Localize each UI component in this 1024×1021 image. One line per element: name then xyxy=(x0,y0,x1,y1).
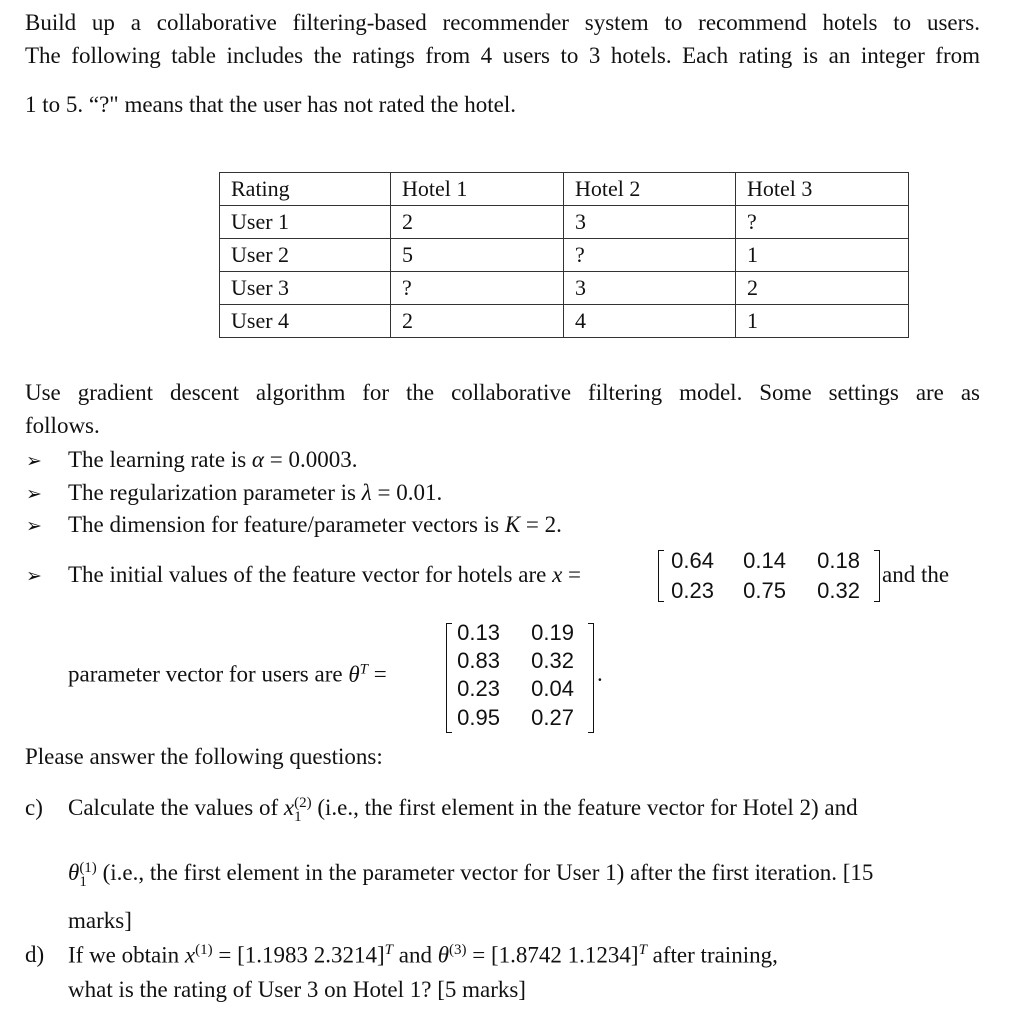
matrix-right-bracket xyxy=(874,550,880,602)
theta-symbol: θ xyxy=(437,942,450,968)
arrow-bullet-icon: ➢ xyxy=(26,565,42,587)
matrix-x-cell: 0.14 xyxy=(743,548,786,573)
table-row xyxy=(220,272,909,305)
table-cell: 2 xyxy=(391,305,564,338)
table-cell: 4 xyxy=(564,305,736,338)
questions-header: Please answer the following questions: xyxy=(25,744,383,769)
bullet-value: = 0.01. xyxy=(371,480,443,505)
question-text: If we obtain xyxy=(68,942,180,968)
bullet-text: The regularization parameter is xyxy=(68,480,356,505)
matrix-right-bracket xyxy=(588,623,594,733)
question-text: and xyxy=(393,942,432,968)
superscript: (1) xyxy=(79,859,97,876)
theta-line xyxy=(68,661,387,688)
subscript: 1 xyxy=(294,808,302,825)
bullet-regularization xyxy=(68,480,442,506)
table-header-row xyxy=(220,173,909,206)
table-cell: ? xyxy=(564,239,736,272)
arrow-bullet-icon: ➢ xyxy=(26,515,42,537)
bullet-text: The initial values of the feature vector for hotels are xyxy=(68,562,547,587)
question-text: (i.e., the first element in the feature vector for Hotel 2) and xyxy=(311,795,858,820)
x-letter: x xyxy=(283,795,295,820)
matrix-theta-cell: 0.27 xyxy=(531,705,574,730)
intro-line-2: The following table includes the ratings from 4 users to 3 hotels. Each rating is an integer from xyxy=(25,43,980,68)
matrix-theta-cell: 0.19 xyxy=(531,620,574,645)
transpose-superscript: T xyxy=(384,942,393,958)
bullet-learning-rate xyxy=(68,447,357,473)
table-cell: ? xyxy=(736,206,909,239)
table-header-cell: Rating xyxy=(220,173,391,206)
superscript: (2) xyxy=(294,794,312,811)
table-header-cell: Hotel 2 xyxy=(564,173,736,206)
x-symbol: x xyxy=(552,562,563,587)
table-row xyxy=(220,305,909,338)
alpha-symbol: α xyxy=(251,447,264,472)
arrow-bullet-icon: ➢ xyxy=(26,450,42,472)
matrix-theta-cell: 0.04 xyxy=(531,676,574,701)
intro-line-3: 1 to 5. “?" means that the user has not rated the hotel. xyxy=(25,92,516,117)
transpose-superscript: T xyxy=(359,661,368,677)
transpose-superscript: T xyxy=(638,942,647,958)
table-cell: 5 xyxy=(391,239,564,272)
lambda-symbol: λ xyxy=(361,480,372,505)
equals-sign: = xyxy=(568,562,582,587)
vector-value: = [1.1983 2.3214] xyxy=(212,942,385,968)
bullet-text: The dimension for feature/parameter vectors is xyxy=(68,512,500,537)
vector-value: = [1.8742 1.1234] xyxy=(466,942,639,968)
matrix-left-bracket xyxy=(658,550,664,602)
x-sub-sup-symbol xyxy=(283,794,312,825)
theta-text: parameter vector for users are xyxy=(68,661,343,687)
table-cell: 1 xyxy=(736,305,909,338)
ratings-table xyxy=(219,172,909,338)
sub-sup-stack xyxy=(79,861,97,889)
bullet-text: The learning rate is xyxy=(68,447,247,472)
table-cell: User 1 xyxy=(220,206,391,239)
table-cell: 2 xyxy=(391,206,564,239)
question-d-line-1 xyxy=(68,942,778,969)
theta-sub-sup-symbol xyxy=(68,859,97,890)
sub-sup-stack xyxy=(294,796,312,824)
matrix-theta-cell: 0.83 xyxy=(457,648,500,673)
table-cell: User 2 xyxy=(220,239,391,272)
superscript: (3) xyxy=(449,942,467,958)
table-header-cell: Hotel 1 xyxy=(391,173,564,206)
theta-letter: θ xyxy=(68,860,80,885)
bullet-initial-x xyxy=(68,562,581,588)
question-text: Calculate the values of xyxy=(68,795,279,820)
settings-intro-a: Use gradient descent algorithm for the collaborative filtering model. Some settings are as xyxy=(25,380,980,405)
question-c-line-3: marks] xyxy=(68,908,132,933)
matrix-theta-cell: 0.13 xyxy=(457,620,500,645)
matrix-theta-cell: 0.32 xyxy=(531,648,574,673)
question-c-line-2 xyxy=(68,860,873,889)
matrix-x-cell: 0.75 xyxy=(743,578,786,603)
table-row xyxy=(220,206,909,239)
matrix-x-cell: 0.18 xyxy=(817,548,860,573)
matrix-x xyxy=(658,548,880,604)
bullet-value: = 0.0003. xyxy=(264,447,358,472)
question-c-label: c) xyxy=(25,795,43,820)
x-symbol: x xyxy=(184,942,196,968)
matrix-x-cell: 0.64 xyxy=(671,548,714,573)
table-header-cell: Hotel 3 xyxy=(736,173,909,206)
settings-intro-b: follows. xyxy=(25,413,100,438)
matrix-theta-cell: 0.23 xyxy=(457,676,500,701)
intro-line-1: Build up a collaborative filtering-based recommender system to recommend hotels to users. xyxy=(25,10,980,35)
matrix-theta-cell: 0.95 xyxy=(457,705,500,730)
k-symbol: K xyxy=(504,512,521,537)
table-row xyxy=(220,239,909,272)
question-text: after training, xyxy=(646,942,778,968)
theta-symbol xyxy=(348,662,368,687)
and-the-text: and the xyxy=(882,562,950,587)
table-cell: 3 xyxy=(564,272,736,305)
bullet-value: = 2. xyxy=(520,512,562,537)
superscript: (1) xyxy=(195,942,213,958)
matrix-x-cell: 0.23 xyxy=(671,578,714,603)
matrix-theta xyxy=(446,620,594,735)
table-cell: 1 xyxy=(736,239,909,272)
table-cell: ? xyxy=(391,272,564,305)
matrix-x-cell: 0.32 xyxy=(817,578,860,603)
table-cell: 2 xyxy=(736,272,909,305)
table-cell: 3 xyxy=(564,206,736,239)
question-c-line-1 xyxy=(68,795,858,824)
table-cell: User 4 xyxy=(220,305,391,338)
table-cell: User 3 xyxy=(220,272,391,305)
theta-letter: θ xyxy=(348,661,360,687)
subscript: 1 xyxy=(79,873,87,890)
question-d-label: d) xyxy=(25,942,45,967)
question-text: (i.e., the first element in the parameter vector for User 1) after the first iteration. [15 xyxy=(96,860,874,885)
matrix-period: . xyxy=(597,661,603,686)
arrow-bullet-icon: ➢ xyxy=(26,483,42,505)
bullet-dimension xyxy=(68,512,562,538)
equals-sign: = xyxy=(373,661,387,687)
question-d-line-2: what is the rating of User 3 on Hotel 1? [5 marks] xyxy=(68,977,526,1002)
